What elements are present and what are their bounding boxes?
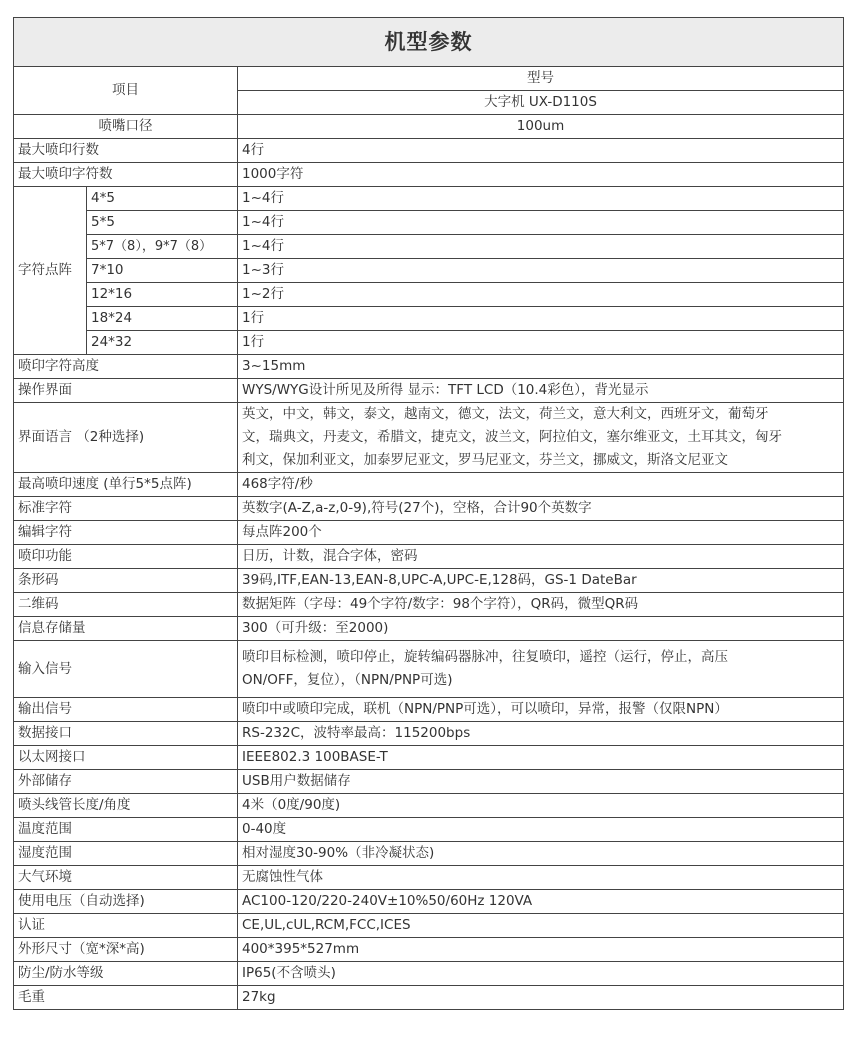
spec-row	[14, 355, 844, 379]
spec-row	[14, 722, 844, 746]
spec-row	[14, 545, 844, 569]
spec-label: 输出信号	[14, 698, 238, 722]
spec-row	[14, 379, 844, 403]
spec-value: WYS/WYG设计所见及所得 显示：TFT LCD（10.4彩色），背光显示	[238, 379, 844, 403]
input-signal-line: 喷印目标检测，喷印停止，旋转编码器脉冲，往复喷印，遥控（运行，停止，高压	[242, 649, 728, 665]
spec-row	[14, 962, 844, 986]
spec-value: 400*395*527mm	[238, 938, 844, 962]
dot-matrix-lines: 1行	[238, 331, 844, 355]
spec-label: 操作界面	[14, 379, 238, 403]
dot-matrix-lines: 1~4行	[238, 211, 844, 235]
header-model-label: 型号	[238, 67, 844, 91]
dot-matrix-size: 4*5	[87, 187, 238, 211]
spec-label: 喷头线管长度/角度	[14, 794, 238, 818]
spec-value: RS-232C，波特率最高：115200bps	[238, 722, 844, 746]
dot-matrix-lines: 1行	[238, 307, 844, 331]
spec-label: 温度范围	[14, 818, 238, 842]
spec-row	[14, 163, 844, 187]
spec-value: 相对湿度30-90%（非冷凝状态)	[238, 842, 844, 866]
dot-matrix-row	[14, 283, 844, 307]
dot-matrix-row	[14, 331, 844, 355]
spec-label: 以太网接口	[14, 746, 238, 770]
languages-label: 界面语言 （2种选择)	[14, 403, 238, 473]
spec-table	[13, 17, 844, 1010]
header-row	[14, 67, 844, 91]
dot-matrix-label: 字符点阵	[14, 187, 87, 355]
header-item-label: 项目	[14, 67, 238, 115]
dot-matrix-row	[14, 235, 844, 259]
spec-value: 468字符/秒	[238, 473, 844, 497]
spec-row	[14, 115, 844, 139]
spec-value: 1000字符	[238, 163, 844, 187]
spec-row	[14, 473, 844, 497]
dot-matrix-size: 5*7（8），9*7（8）	[87, 235, 238, 259]
spec-value: USB用户数据储存	[238, 770, 844, 794]
spec-row	[14, 938, 844, 962]
spec-value: CE,UL,cUL,RCM,FCC,ICES	[238, 914, 844, 938]
input-signal-row	[14, 641, 844, 698]
spec-label: 标准字符	[14, 497, 238, 521]
spec-row	[14, 914, 844, 938]
spec-row	[14, 569, 844, 593]
spec-value: 无腐蚀性气体	[238, 866, 844, 890]
languages-row	[14, 403, 844, 473]
spec-value: 27kg	[238, 986, 844, 1010]
spec-label: 使用电压（自动选择)	[14, 890, 238, 914]
spec-label: 信息存储量	[14, 617, 238, 641]
spec-value: 300（可升级：至2000)	[238, 617, 844, 641]
spec-row	[14, 818, 844, 842]
spec-value: 4米（0度/90度)	[238, 794, 844, 818]
dot-matrix-size: 18*24	[87, 307, 238, 331]
spec-label: 防尘/防水等级	[14, 962, 238, 986]
spec-table-body	[14, 18, 844, 1010]
spec-label: 喷印字符高度	[14, 355, 238, 379]
dot-matrix-size: 12*16	[87, 283, 238, 307]
spec-label: 湿度范围	[14, 842, 238, 866]
spec-label: 最大喷印行数	[14, 139, 238, 163]
dot-matrix-lines: 1~3行	[238, 259, 844, 283]
spec-label: 喷嘴口径	[14, 115, 238, 139]
input-signal-label: 输入信号	[14, 641, 238, 698]
dot-matrix-lines: 1~4行	[238, 235, 844, 259]
dot-matrix-row	[14, 307, 844, 331]
spec-value: 39码,ITF,EAN-13,EAN-8,UPC-A,UPC-E,128码，GS-1 DateBar	[238, 569, 844, 593]
spec-value: IEEE802.3 100BASE-T	[238, 746, 844, 770]
dot-matrix-row	[14, 187, 844, 211]
table-title: 机型参数	[14, 18, 844, 67]
spec-label: 二维码	[14, 593, 238, 617]
spec-row	[14, 842, 844, 866]
dot-matrix-row	[14, 259, 844, 283]
spec-row	[14, 497, 844, 521]
spec-label: 认证	[14, 914, 238, 938]
dot-matrix-size: 5*5	[87, 211, 238, 235]
languages-value	[238, 403, 844, 473]
dot-matrix-lines: 1~4行	[238, 187, 844, 211]
spec-row	[14, 746, 844, 770]
languages-line: 文，瑞典文，丹麦文，希腊文，捷克文，波兰文，阿拉伯文，塞尔维亚文，土耳其文，匈牙	[242, 429, 782, 445]
spec-value: 喷印中或喷印完成，联机（NPN/PNP可选），可以喷印，异常，报警（仅限NPN）	[238, 698, 844, 722]
spec-value: 数据矩阵（字母：49个字符/数字：98个字符），QR码，微型QR码	[238, 593, 844, 617]
spec-label: 大气环境	[14, 866, 238, 890]
languages-line: 英文，中文，韩文，泰文，越南文，德文，法文，荷兰文，意大利文，西班牙文，葡萄牙	[242, 406, 769, 422]
spec-value: 每点阵200个	[238, 521, 844, 545]
spec-label: 外部储存	[14, 770, 238, 794]
spec-row	[14, 770, 844, 794]
dot-matrix-row	[14, 211, 844, 235]
languages-line: 利文，保加利亚文，加泰罗尼亚文，罗马尼亚文，芬兰文，挪威文，斯洛文尼亚文	[242, 452, 728, 468]
spec-row	[14, 617, 844, 641]
input-signal-value	[238, 641, 844, 698]
spec-value: 0-40度	[238, 818, 844, 842]
spec-value: 100um	[238, 115, 844, 139]
dot-matrix-size: 7*10	[87, 259, 238, 283]
spec-row	[14, 521, 844, 545]
spec-row	[14, 698, 844, 722]
spec-label: 数据接口	[14, 722, 238, 746]
spec-value: 日历，计数，混合字体，密码	[238, 545, 844, 569]
spec-label: 编辑字符	[14, 521, 238, 545]
header-model-name: 大字机 UX-D110S	[238, 91, 844, 115]
spec-value: 英数字(A-Z,a-z,0-9),符号(27个)，空格，合计90个英数字	[238, 497, 844, 521]
spec-label: 外形尺寸（宽*深*高)	[14, 938, 238, 962]
spec-label: 喷印功能	[14, 545, 238, 569]
spec-value: 3~15mm	[238, 355, 844, 379]
spec-label: 毛重	[14, 986, 238, 1010]
spec-row	[14, 139, 844, 163]
title-row	[14, 18, 844, 67]
spec-value: IP65(不含喷头)	[238, 962, 844, 986]
spec-label: 条形码	[14, 569, 238, 593]
spec-row	[14, 890, 844, 914]
dot-matrix-size: 24*32	[87, 331, 238, 355]
dot-matrix-lines: 1~2行	[238, 283, 844, 307]
spec-value: AC100-120/220-240V±10%50/60Hz 120VA	[238, 890, 844, 914]
input-signal-line: ON/OFF，复位），（NPN/PNP可选)	[242, 672, 453, 688]
spec-row	[14, 986, 844, 1010]
spec-label: 最大喷印字符数	[14, 163, 238, 187]
spec-label: 最高喷印速度 (单行5*5点阵)	[14, 473, 238, 497]
spec-row	[14, 866, 844, 890]
spec-value: 4行	[238, 139, 844, 163]
spec-row	[14, 794, 844, 818]
spec-row	[14, 593, 844, 617]
